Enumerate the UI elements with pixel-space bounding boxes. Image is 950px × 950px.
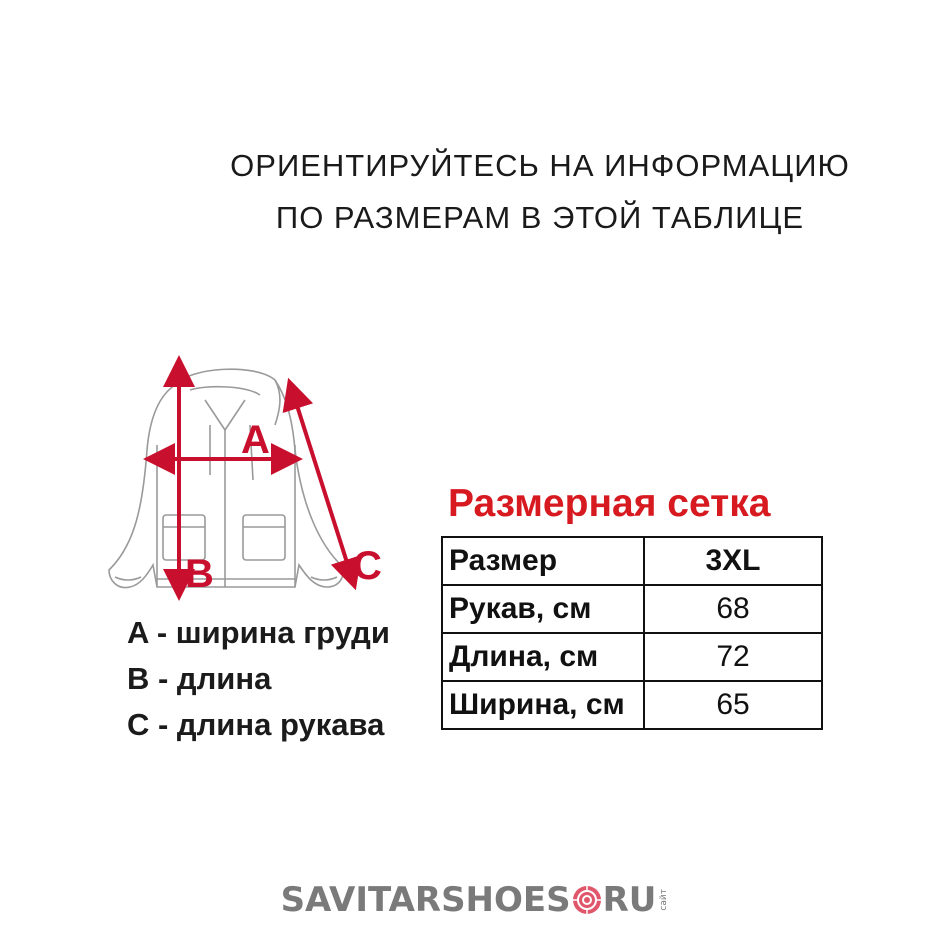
table-row [442,537,822,585]
table-cell-value: 72 [644,633,822,681]
table-row [442,681,822,729]
heading-line-1: ОРИЕНТИРУЙТЕСЬ НА ИНФОРМАЦИЮ [230,148,850,183]
brand-suffix: RU [602,880,657,920]
table-cell-value: 65 [644,681,822,729]
table-row [442,585,822,633]
brand-prefix: SAVITARSHOES [280,880,571,920]
table-cell-label: Ширина, см [442,681,644,729]
table-cell-value: 3XL [644,537,822,585]
table-cell-value: 68 [644,585,822,633]
table-cell-label: Размер [442,537,644,585]
jacket-diagram [95,355,425,605]
label-a: A [241,418,270,462]
size-table-title: Размерная сетка [448,482,771,525]
jacket-outline [109,369,343,587]
flower-logo-icon [572,885,602,915]
legend-item-b: B - длина [127,661,272,696]
heading-line-2: ПО РАЗМЕРАМ В ЭТОЙ ТАБЛИЦЕ [275,200,805,235]
legend-item-a: A - ширина груди [127,615,390,650]
size-table [441,536,823,730]
table-row [442,633,822,681]
table-cell-label: Рукав, см [442,585,644,633]
measurement-legend [127,610,390,748]
table-cell-label: Длина, см [442,633,644,681]
label-b: B [185,552,214,596]
brand-watermark [0,880,950,920]
legend-item-c: C - длина рукава [127,707,385,742]
label-c: C [353,544,382,588]
brand-tag: сайт [659,889,670,911]
